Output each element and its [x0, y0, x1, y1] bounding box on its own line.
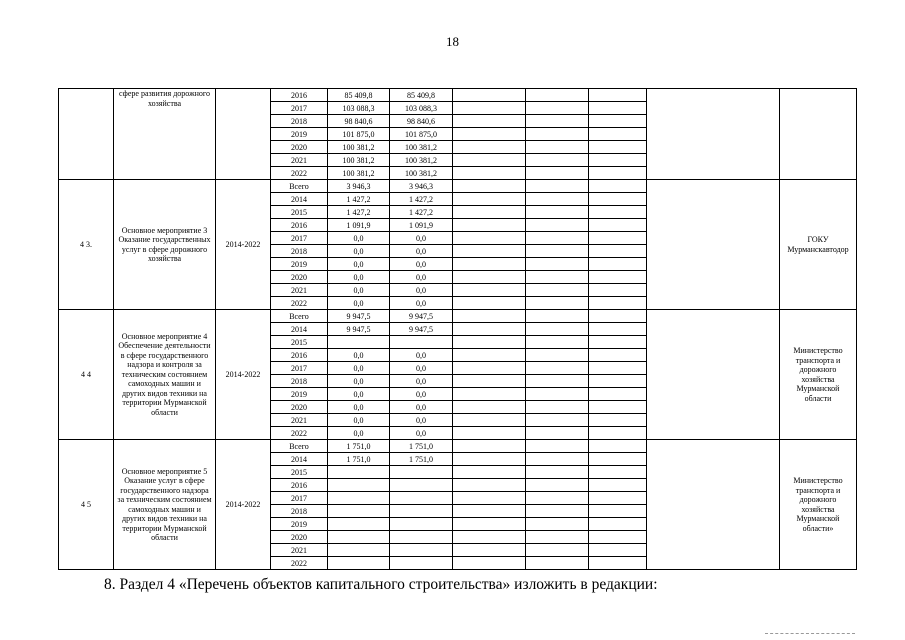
- empty-cell: [453, 115, 526, 128]
- executor-cell: ГОКУ Мурманскавтодор: [780, 180, 857, 310]
- empty-cell: [453, 323, 526, 336]
- empty-cell: [589, 310, 647, 323]
- total-value-cell: 0,0: [328, 232, 390, 245]
- regional-budget-cell: 1 427,2: [390, 206, 453, 219]
- empty-cell: [589, 427, 647, 440]
- empty-cell: [589, 89, 647, 102]
- empty-cell: [526, 557, 589, 570]
- regional-budget-cell: [390, 544, 453, 557]
- empty-cell: [453, 167, 526, 180]
- empty-cell: [453, 271, 526, 284]
- empty-cell: [453, 297, 526, 310]
- empty-cell: [526, 440, 589, 453]
- empty-cell: [453, 89, 526, 102]
- empty-cell: [526, 466, 589, 479]
- empty-cell: [453, 219, 526, 232]
- regional-budget-cell: 0,0: [390, 375, 453, 388]
- empty-cell: [526, 453, 589, 466]
- empty-cell: [589, 375, 647, 388]
- empty-cell: [589, 219, 647, 232]
- year-cell: 2020: [271, 531, 328, 544]
- empty-cell: [453, 349, 526, 362]
- total-value-cell: 9 947,5: [328, 323, 390, 336]
- regional-budget-cell: 1 751,0: [390, 453, 453, 466]
- description-cell: сфере развития дорожного хозяйства: [114, 89, 216, 180]
- year-cell: 2021: [271, 544, 328, 557]
- year-cell: 2014: [271, 453, 328, 466]
- total-value-cell: 101 875,0: [328, 128, 390, 141]
- regional-budget-cell: 1 751,0: [390, 440, 453, 453]
- empty-cell: [526, 492, 589, 505]
- empty-cell: [526, 89, 589, 102]
- table-row: [59, 89, 857, 102]
- regional-budget-cell: [390, 336, 453, 349]
- empty-cell: [453, 180, 526, 193]
- empty-cell: [526, 154, 589, 167]
- regional-budget-cell: 3 946,3: [390, 180, 453, 193]
- empty-cell: [526, 518, 589, 531]
- empty-cell: [526, 206, 589, 219]
- empty-cell: [526, 362, 589, 375]
- empty-cell: [589, 271, 647, 284]
- regional-budget-cell: 100 381,2: [390, 154, 453, 167]
- regional-budget-cell: 0,0: [390, 284, 453, 297]
- year-cell: 2019: [271, 388, 328, 401]
- empty-cell: [526, 310, 589, 323]
- year-cell: 2022: [271, 297, 328, 310]
- description-cell: Основное мероприятие 5 Оказание услуг в сфере государственного надзора за техническим состоянием самоходных машин и других видов техники на территории Мурманской области: [114, 440, 216, 570]
- regional-budget-cell: [390, 505, 453, 518]
- year-cell: 2018: [271, 375, 328, 388]
- regional-budget-cell: 0,0: [390, 362, 453, 375]
- empty-cell: [453, 531, 526, 544]
- total-value-cell: 1 091,9: [328, 219, 390, 232]
- empty-cell: [453, 427, 526, 440]
- empty-cell: [589, 323, 647, 336]
- empty-cell: [526, 115, 589, 128]
- total-value-cell: 0,0: [328, 245, 390, 258]
- table-row: [59, 310, 857, 323]
- empty-cell: [453, 193, 526, 206]
- empty-cell: [589, 544, 647, 557]
- executor-cell: Министерство транспорта и дорожного хозяйства Мурманской области: [780, 310, 857, 440]
- empty-cell: [526, 388, 589, 401]
- empty-cell: [589, 141, 647, 154]
- total-value-cell: 100 381,2: [328, 154, 390, 167]
- year-cell: Всего: [271, 180, 328, 193]
- description-cell: Основное мероприятие 3 Оказание государственных услуг в сфере дорожного хозяйства: [114, 180, 216, 310]
- regional-budget-cell: 1 091,9: [390, 219, 453, 232]
- regional-budget-cell: 85 409,8: [390, 89, 453, 102]
- empty-cell: [589, 154, 647, 167]
- table-row: [59, 180, 857, 193]
- regional-budget-cell: 0,0: [390, 349, 453, 362]
- empty-cell: [453, 375, 526, 388]
- empty-cell: [589, 167, 647, 180]
- year-cell: 2018: [271, 115, 328, 128]
- regional-budget-cell: 9 947,5: [390, 323, 453, 336]
- empty-cell: [526, 375, 589, 388]
- year-cell: 2021: [271, 154, 328, 167]
- year-cell: 2017: [271, 362, 328, 375]
- indicator-cell: [647, 310, 780, 440]
- year-cell: 2019: [271, 258, 328, 271]
- empty-cell: [526, 505, 589, 518]
- total-value-cell: 103 088,3: [328, 102, 390, 115]
- empty-cell: [589, 414, 647, 427]
- total-value-cell: [328, 492, 390, 505]
- regional-budget-cell: [390, 531, 453, 544]
- empty-cell: [526, 141, 589, 154]
- year-cell: 2015: [271, 206, 328, 219]
- regional-budget-cell: 101 875,0: [390, 128, 453, 141]
- empty-cell: [453, 557, 526, 570]
- regional-budget-cell: [390, 492, 453, 505]
- empty-cell: [589, 401, 647, 414]
- regional-budget-cell: 0,0: [390, 297, 453, 310]
- empty-cell: [526, 271, 589, 284]
- empty-cell: [453, 492, 526, 505]
- regional-budget-cell: 0,0: [390, 414, 453, 427]
- empty-cell: [453, 518, 526, 531]
- empty-cell: [453, 362, 526, 375]
- empty-cell: [589, 505, 647, 518]
- empty-cell: [453, 128, 526, 141]
- year-cell: 2022: [271, 427, 328, 440]
- year-cell: 2016: [271, 479, 328, 492]
- empty-cell: [453, 232, 526, 245]
- year-cell: 2017: [271, 102, 328, 115]
- period-cell: [216, 89, 271, 180]
- empty-cell: [589, 193, 647, 206]
- empty-cell: [526, 479, 589, 492]
- total-value-cell: 85 409,8: [328, 89, 390, 102]
- empty-cell: [589, 531, 647, 544]
- year-cell: 2018: [271, 505, 328, 518]
- year-cell: 2021: [271, 414, 328, 427]
- indicator-cell: [647, 440, 780, 570]
- program-table: [58, 88, 857, 570]
- empty-cell: [526, 401, 589, 414]
- empty-cell: [526, 336, 589, 349]
- empty-cell: [589, 102, 647, 115]
- section-heading: 8. Раздел 4 «Перечень объектов капитального строительства» изложить в редакции:: [104, 576, 658, 593]
- empty-cell: [453, 258, 526, 271]
- year-cell: 2015: [271, 336, 328, 349]
- total-value-cell: 0,0: [328, 427, 390, 440]
- total-value-cell: [328, 505, 390, 518]
- total-value-cell: 0,0: [328, 349, 390, 362]
- empty-cell: [526, 427, 589, 440]
- total-value-cell: [328, 518, 390, 531]
- empty-cell: [526, 102, 589, 115]
- total-value-cell: [328, 479, 390, 492]
- year-cell: 2015: [271, 466, 328, 479]
- total-value-cell: 1 427,2: [328, 206, 390, 219]
- empty-cell: [589, 362, 647, 375]
- empty-cell: [526, 414, 589, 427]
- year-cell: Всего: [271, 440, 328, 453]
- empty-cell: [589, 466, 647, 479]
- total-value-cell: [328, 531, 390, 544]
- empty-cell: [453, 505, 526, 518]
- empty-cell: [453, 453, 526, 466]
- total-value-cell: 9 947,5: [328, 310, 390, 323]
- total-value-cell: 0,0: [328, 414, 390, 427]
- regional-budget-cell: 100 381,2: [390, 141, 453, 154]
- empty-cell: [589, 388, 647, 401]
- empty-cell: [589, 440, 647, 453]
- empty-cell: [526, 193, 589, 206]
- regional-budget-cell: 100 381,2: [390, 167, 453, 180]
- total-value-cell: 98 840,6: [328, 115, 390, 128]
- period-cell: 2014-2022: [216, 310, 271, 440]
- year-cell: 2016: [271, 89, 328, 102]
- regional-budget-cell: 0,0: [390, 245, 453, 258]
- year-cell: 2020: [271, 401, 328, 414]
- empty-cell: [526, 323, 589, 336]
- empty-cell: [589, 206, 647, 219]
- total-value-cell: 1 751,0: [328, 440, 390, 453]
- empty-cell: [526, 258, 589, 271]
- empty-cell: [453, 479, 526, 492]
- empty-cell: [453, 388, 526, 401]
- empty-cell: [589, 258, 647, 271]
- empty-cell: [526, 167, 589, 180]
- empty-cell: [453, 141, 526, 154]
- empty-cell: [589, 557, 647, 570]
- year-cell: 2021: [271, 284, 328, 297]
- year-cell: 2014: [271, 193, 328, 206]
- total-value-cell: 0,0: [328, 297, 390, 310]
- page-number: 18: [446, 34, 459, 49]
- indicator-cell: [647, 180, 780, 310]
- row-number-cell: 4 5: [59, 440, 114, 570]
- empty-cell: [453, 245, 526, 258]
- regional-budget-cell: 103 088,3: [390, 102, 453, 115]
- executor-cell: [780, 89, 857, 180]
- total-value-cell: 0,0: [328, 362, 390, 375]
- empty-cell: [589, 245, 647, 258]
- empty-cell: [526, 180, 589, 193]
- total-value-cell: 0,0: [328, 271, 390, 284]
- regional-budget-cell: 0,0: [390, 388, 453, 401]
- total-value-cell: 0,0: [328, 388, 390, 401]
- regional-budget-cell: 0,0: [390, 401, 453, 414]
- row-number-cell: [59, 89, 114, 180]
- total-value-cell: 100 381,2: [328, 141, 390, 154]
- row-number-cell: 4 4: [59, 310, 114, 440]
- empty-cell: [526, 232, 589, 245]
- total-value-cell: 0,0: [328, 401, 390, 414]
- empty-cell: [453, 414, 526, 427]
- year-cell: 2020: [271, 141, 328, 154]
- table-row: [59, 440, 857, 453]
- total-value-cell: [328, 544, 390, 557]
- empty-cell: [453, 336, 526, 349]
- row-number-cell: 4 3.: [59, 180, 114, 310]
- empty-cell: [589, 492, 647, 505]
- total-value-cell: 100 381,2: [328, 167, 390, 180]
- empty-cell: [589, 232, 647, 245]
- total-value-cell: 1 751,0: [328, 453, 390, 466]
- regional-budget-cell: 0,0: [390, 258, 453, 271]
- total-value-cell: [328, 557, 390, 570]
- empty-cell: [589, 284, 647, 297]
- regional-budget-cell: 0,0: [390, 427, 453, 440]
- total-value-cell: [328, 336, 390, 349]
- empty-cell: [526, 128, 589, 141]
- year-cell: 2016: [271, 219, 328, 232]
- year-cell: 2020: [271, 271, 328, 284]
- empty-cell: [589, 115, 647, 128]
- year-cell: 2019: [271, 518, 328, 531]
- regional-budget-cell: 9 947,5: [390, 310, 453, 323]
- total-value-cell: 1 427,2: [328, 193, 390, 206]
- regional-budget-cell: [390, 479, 453, 492]
- empty-cell: [589, 180, 647, 193]
- empty-cell: [589, 297, 647, 310]
- description-cell: Основное мероприятие 4 Обеспечение деятельности в сфере государственного надзора и контроля за техническим состоянием самоходных машин и других видов техники на территории Мурманской области: [114, 310, 216, 440]
- empty-cell: [453, 284, 526, 297]
- empty-cell: [526, 544, 589, 557]
- total-value-cell: [328, 466, 390, 479]
- empty-cell: [453, 544, 526, 557]
- empty-cell: [526, 531, 589, 544]
- empty-cell: [453, 310, 526, 323]
- year-cell: 2022: [271, 557, 328, 570]
- year-cell: 2017: [271, 232, 328, 245]
- empty-cell: [589, 336, 647, 349]
- empty-cell: [589, 453, 647, 466]
- table-body: [59, 89, 857, 570]
- empty-cell: [526, 284, 589, 297]
- empty-cell: [526, 219, 589, 232]
- empty-cell: [453, 206, 526, 219]
- regional-budget-cell: [390, 518, 453, 531]
- executor-cell: Министерство транспорта и дорожного хозяйства Мурманской области»: [780, 440, 857, 570]
- total-value-cell: 0,0: [328, 284, 390, 297]
- empty-cell: [526, 297, 589, 310]
- total-value-cell: 0,0: [328, 258, 390, 271]
- indicator-cell: [647, 89, 780, 180]
- empty-cell: [589, 128, 647, 141]
- year-cell: 2017: [271, 492, 328, 505]
- period-cell: 2014-2022: [216, 440, 271, 570]
- empty-cell: [589, 349, 647, 362]
- empty-cell: [453, 466, 526, 479]
- year-cell: 2018: [271, 245, 328, 258]
- year-cell: 2022: [271, 167, 328, 180]
- regional-budget-cell: 0,0: [390, 271, 453, 284]
- empty-cell: [526, 245, 589, 258]
- page-edge-mark: [765, 633, 855, 634]
- regional-budget-cell: [390, 557, 453, 570]
- year-cell: 2019: [271, 128, 328, 141]
- total-value-cell: 0,0: [328, 375, 390, 388]
- empty-cell: [453, 102, 526, 115]
- period-cell: 2014-2022: [216, 180, 271, 310]
- regional-budget-cell: 0,0: [390, 232, 453, 245]
- year-cell: 2014: [271, 323, 328, 336]
- year-cell: 2016: [271, 349, 328, 362]
- empty-cell: [453, 401, 526, 414]
- empty-cell: [589, 479, 647, 492]
- empty-cell: [526, 349, 589, 362]
- empty-cell: [589, 518, 647, 531]
- regional-budget-cell: [390, 466, 453, 479]
- regional-budget-cell: 98 840,6: [390, 115, 453, 128]
- empty-cell: [453, 440, 526, 453]
- year-cell: Всего: [271, 310, 328, 323]
- regional-budget-cell: 1 427,2: [390, 193, 453, 206]
- empty-cell: [453, 154, 526, 167]
- total-value-cell: 3 946,3: [328, 180, 390, 193]
